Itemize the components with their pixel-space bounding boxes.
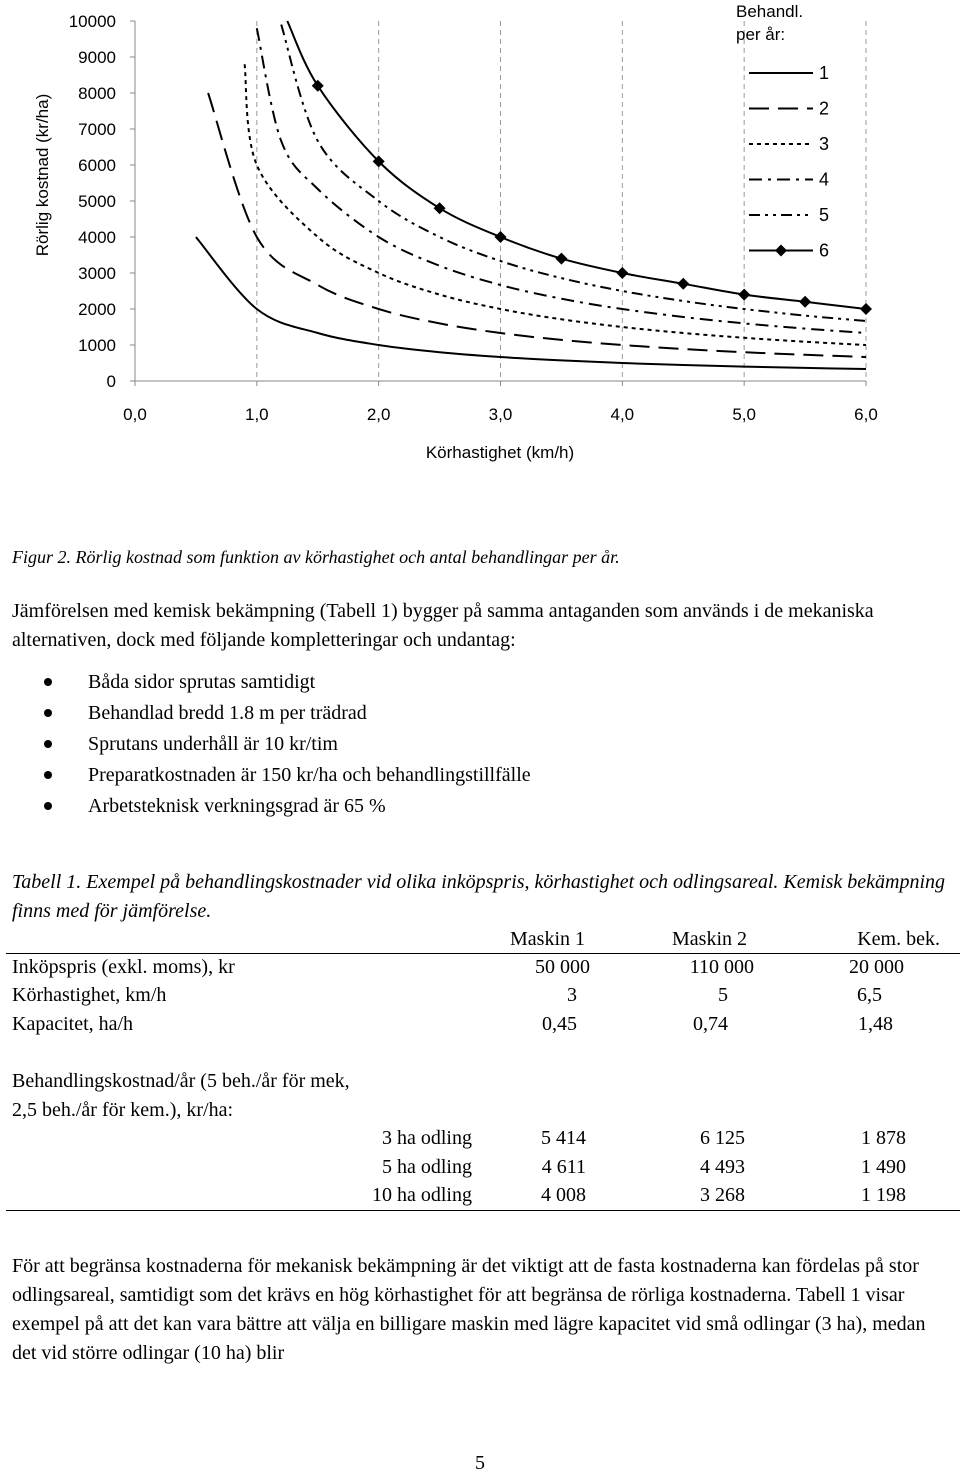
header-maskin-1: Maskin 1 — [510, 928, 585, 950]
list-item: Arbetsteknisk verkningsgrad är 65 % — [44, 791, 531, 822]
series-2-line — [208, 93, 866, 357]
bullet-icon — [44, 709, 52, 717]
table-row: Kapacitet, ha/h 0,45 0,74 1,48 — [12, 1013, 893, 1035]
y-tick-label: 1000 — [78, 336, 116, 355]
header-maskin-2: Maskin 2 — [672, 928, 747, 950]
series-6-marker — [312, 80, 324, 92]
series-6-marker — [616, 267, 628, 279]
x-tick-label: 2,0 — [366, 405, 391, 424]
y-tick-label: 9000 — [78, 48, 116, 67]
legend-title: Behandl. — [736, 2, 804, 21]
cost-heading: 2,5 beh./år för kem.), kr/ha: — [12, 1099, 234, 1121]
series-5-line — [281, 25, 866, 321]
legend-marker-6 — [775, 245, 787, 257]
page-number: 5 — [475, 1452, 485, 1474]
list-item: Preparatkostnaden är 150 kr/ha och behandlingstillfälle — [44, 760, 531, 791]
legend-label-1: 1 — [819, 63, 830, 83]
legend-label-5: 5 — [819, 205, 830, 225]
legend-label-6: 6 — [819, 240, 830, 261]
bullet-icon — [44, 802, 52, 810]
y-tick-label: 6000 — [78, 156, 116, 175]
series-6-marker — [738, 289, 750, 301]
table-row: 5 ha odling 4 611 4 493 1 490 — [382, 1156, 906, 1178]
bullet-icon — [44, 771, 52, 779]
cost-heading: Behandlingskostnad/år (5 beh./år för mek, — [12, 1070, 350, 1092]
bullet-icon — [44, 678, 52, 686]
x-tick-label: 0,0 — [123, 405, 147, 424]
series-6-line — [287, 21, 866, 309]
assumption-list — [44, 667, 531, 822]
series-6-marker — [860, 303, 872, 315]
y-tick-label: 7000 — [78, 120, 116, 139]
y-tick-label: 10000 — [68, 12, 116, 31]
series-6-marker — [799, 296, 811, 308]
table-row: Körhastighet, km/h 3 5 6,5 — [12, 984, 882, 1006]
list-item: Båda sidor sprutas samtidigt — [44, 667, 531, 698]
table-bottom-rule — [6, 1210, 960, 1211]
table-row: 3 ha odling 5 414 6 125 1 878 — [382, 1127, 906, 1149]
table-row: Inköpspris (exkl. moms), kr 50 000 110 000 20 000 — [12, 956, 904, 978]
list-item: Behandlad bredd 1.8 m per trädrad — [44, 698, 531, 729]
y-tick-label: 2000 — [78, 300, 116, 319]
series-6-marker — [555, 253, 567, 265]
series-6-marker — [495, 231, 507, 243]
y-tick-label: 0 — [106, 372, 116, 391]
series-6-marker — [434, 202, 446, 214]
x-tick-label: 1,0 — [245, 405, 269, 424]
bullet-icon — [44, 740, 52, 748]
series-6-marker — [677, 278, 689, 290]
figure-caption: Figur 2. Rörlig kostnad som funktion av körhastighet och antal behandlingar per år. — [12, 547, 620, 567]
legend-label-2: 2 — [819, 98, 830, 119]
y-tick-label: 8000 — [78, 84, 116, 103]
y-tick-label: 5000 — [78, 192, 116, 211]
table-row: 10 ha odling 4 008 3 268 1 198 — [372, 1184, 906, 1206]
closing-paragraph: För att begränsa kostnaderna för mekanisk bekämpning är det viktigt att de fasta kostnaderna kan fördelas på stor odlingsareal, samtidigt som det krävs en hög körhastighet för att begränsa de rörliga kostnaderna. Tabell 1 visar exempel på att det kan vara bättre att välja en billigare maskin med lägre kapacitet vid små odlingar (3 ha), medan det vid större odlingar (10 ha) blir — [12, 1255, 926, 1364]
x-tick-label: 4,0 — [610, 405, 635, 424]
x-tick-label: 6,0 — [854, 405, 878, 424]
y-tick-label: 3000 — [78, 264, 116, 283]
legend-label-4: 4 — [819, 169, 830, 190]
x-tick-label: 3,0 — [488, 405, 513, 424]
x-axis-label: Körhastighet (km/h) — [425, 443, 575, 462]
table-header — [12, 925, 958, 954]
x-tick-label: 5,0 — [732, 405, 756, 424]
y-tick-label: 4000 — [78, 228, 116, 247]
intro-paragraph: Jämförelsen med kemisk bekämpning (Tabell 1) bygger på samma antaganden som används i de mekaniska alternativen, dock med följande kompletteringar och undantag: — [12, 600, 874, 651]
series-3-line — [245, 64, 866, 345]
list-item: Sprutans underhåll är 10 kr/tim — [44, 729, 531, 760]
series-1-line — [196, 237, 866, 369]
header-kem-bek: Kem. bek. — [857, 928, 940, 950]
legend-label-3: 3 — [819, 134, 830, 154]
legend-title: per år: — [736, 25, 786, 44]
table-caption: Tabell 1. Exempel på behandlingskostnader vid olika inköpspris, körhastighet och odlingsareal. Kemisk bekämpning finns med för jämförelse. — [12, 871, 946, 922]
y-axis-label: Rörlig kostnad (kr/ha) — [33, 93, 52, 257]
cost-chart — [0, 0, 960, 480]
